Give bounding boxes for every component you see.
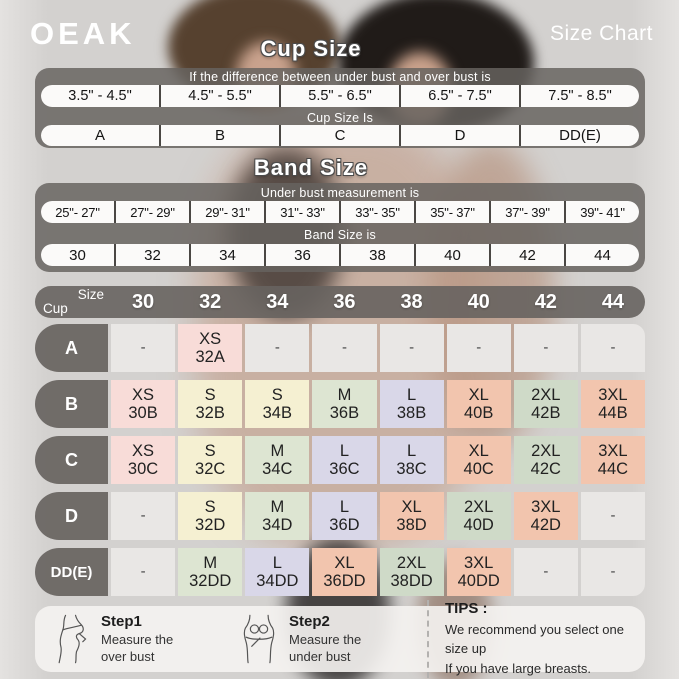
matrix-cell: - <box>581 492 645 540</box>
cup-letter-row <box>41 125 639 146</box>
band-range-cell: 37"- 39" <box>491 201 564 223</box>
matrix-cell: 2XL 42C <box>514 436 578 484</box>
matrix-cell: - <box>380 324 444 372</box>
band-range-row <box>41 201 639 223</box>
matrix-cell: XS 30B <box>111 380 175 428</box>
tips-line-2: If you have large breasts. <box>445 660 591 676</box>
band-value-cell: 30 <box>41 244 114 266</box>
matrix-cell: XL 40B <box>447 380 511 428</box>
matrix-column-header: 34 <box>266 290 289 313</box>
matrix-row <box>35 380 645 428</box>
matrix-cell: M 32DD <box>178 548 242 596</box>
step1-text: Measure the over bust <box>101 632 174 664</box>
matrix-row-label: DD(E) <box>35 548 108 596</box>
step2-block <box>239 613 427 665</box>
matrix-cell: - <box>111 492 175 540</box>
cup-letter-cell: DD(E) <box>521 125 639 146</box>
cup-size-title: Cup Size <box>260 36 362 61</box>
step2-title: Step2 <box>289 613 330 631</box>
cup-range-cell: 7.5" - 8.5" <box>521 85 639 107</box>
matrix-cell: XL 38D <box>380 492 444 540</box>
matrix-cell: M 34D <box>245 492 309 540</box>
matrix-cell: 3XL 42D <box>514 492 578 540</box>
band-range-cell: 33"- 35" <box>341 201 414 223</box>
cup-letter-cell: C <box>281 125 399 146</box>
matrix-column-header: 32 <box>199 290 222 313</box>
matrix-row <box>35 436 645 484</box>
matrix-column-header: 30 <box>131 290 155 313</box>
matrix-cell: - <box>514 324 578 372</box>
brand-logo: OEAK <box>30 16 136 51</box>
band-value-row <box>41 244 639 266</box>
matrix-column-header: 36 <box>333 290 356 313</box>
matrix-row <box>35 324 645 372</box>
band-value-cell: 40 <box>416 244 489 266</box>
band-value-cell: 42 <box>491 244 564 266</box>
band-size-result-label: Band Size is <box>304 228 376 242</box>
matrix-cell: S 32B <box>178 380 242 428</box>
cup-letter-cell: B <box>161 125 279 146</box>
cup-range-cell: 6.5" - 7.5" <box>401 85 519 107</box>
cup-letter-cell: D <box>401 125 519 146</box>
matrix-row <box>35 548 645 596</box>
band-value-cell: 44 <box>566 244 639 266</box>
tips-line-1: We recommend you select one size up <box>445 621 624 657</box>
footer-panel <box>35 599 645 676</box>
matrix-cell: - <box>447 324 511 372</box>
matrix-column-header: 38 <box>400 290 423 313</box>
band-range-cell: 29"- 31" <box>191 201 264 223</box>
corner-cup-label: Cup <box>43 301 68 316</box>
matrix-cell: 2XL 42B <box>514 380 578 428</box>
matrix-cell: M 34C <box>245 436 309 484</box>
matrix-cell: - <box>581 324 645 372</box>
size-matrix <box>35 324 645 604</box>
matrix-cell: 3XL 40DD <box>447 548 511 596</box>
matrix-cell: 2XL 38DD <box>380 548 444 596</box>
measure-over-bust-icon <box>51 613 91 665</box>
step1-title: Step1 <box>101 613 142 631</box>
matrix-cell: - <box>312 324 376 372</box>
band-size-table <box>35 183 645 272</box>
matrix-row-label: A <box>35 324 108 372</box>
matrix-cell: - <box>514 548 578 596</box>
cup-range-cell: 4.5" - 5.5" <box>161 85 279 107</box>
cup-size-condition: If the difference between under bust and over bust is <box>189 70 491 84</box>
matrix-header <box>35 286 645 318</box>
band-size-condition: Under bust measurement is <box>260 186 420 200</box>
band-range-cell: 35"- 37" <box>416 201 489 223</box>
cup-letter-cell: A <box>41 125 159 146</box>
cup-range-row <box>41 85 639 107</box>
matrix-cell: S 32C <box>178 436 242 484</box>
band-value-cell: 36 <box>266 244 339 266</box>
band-value-cell: 34 <box>191 244 264 266</box>
matrix-cell: S 34B <box>245 380 309 428</box>
corner-size-label: Size <box>77 287 104 302</box>
matrix-corner-label <box>35 286 108 318</box>
tips-title: TIPS : <box>445 599 488 617</box>
cup-size-result-label: Cup Size Is <box>306 111 374 125</box>
matrix-cell: - <box>581 548 645 596</box>
step2-text: Measure the under bust <box>289 632 362 664</box>
step1-block <box>51 613 239 665</box>
tips-block <box>427 600 629 679</box>
matrix-cell: L 36C <box>312 436 376 484</box>
matrix-cell: 3XL 44B <box>581 380 645 428</box>
page-title: Size Chart <box>549 22 653 45</box>
matrix-cell: XL 36DD <box>312 548 376 596</box>
cup-range-cell: 5.5" - 6.5" <box>281 85 399 107</box>
band-size-title: Band Size <box>253 155 369 180</box>
band-range-cell: 27"- 29" <box>116 201 189 223</box>
band-range-cell: 25"- 27" <box>41 201 114 223</box>
matrix-cell: 3XL 44C <box>581 436 645 484</box>
band-range-cell: 39"- 41" <box>566 201 639 223</box>
matrix-cell: - <box>245 324 309 372</box>
matrix-cell: XL 40C <box>447 436 511 484</box>
matrix-row <box>35 492 645 540</box>
matrix-cell: L 36D <box>312 492 376 540</box>
band-range-cell: 31"- 33" <box>266 201 339 223</box>
band-value-cell: 38 <box>341 244 414 266</box>
matrix-cell: L 38B <box>380 380 444 428</box>
matrix-cell: 2XL 40D <box>447 492 511 540</box>
matrix-cell: - <box>111 548 175 596</box>
matrix-row-label: C <box>35 436 108 484</box>
matrix-cell: L 38C <box>380 436 444 484</box>
matrix-cell: M 36B <box>312 380 376 428</box>
measure-under-bust-icon <box>239 613 279 665</box>
matrix-cell: - <box>111 324 175 372</box>
matrix-row-label: B <box>35 380 108 428</box>
matrix-cell: XS 32A <box>178 324 242 372</box>
matrix-row-label: D <box>35 492 108 540</box>
band-value-cell: 32 <box>116 244 189 266</box>
matrix-cell: XS 30C <box>111 436 175 484</box>
matrix-column-header: 44 <box>601 290 625 313</box>
matrix-column-header: 40 <box>467 290 490 313</box>
matrix-column-header: 42 <box>534 290 557 313</box>
cup-range-cell: 3.5" - 4.5" <box>41 85 159 107</box>
cup-size-table <box>35 68 645 148</box>
matrix-cell: L 34DD <box>245 548 309 596</box>
matrix-cell: S 32D <box>178 492 242 540</box>
